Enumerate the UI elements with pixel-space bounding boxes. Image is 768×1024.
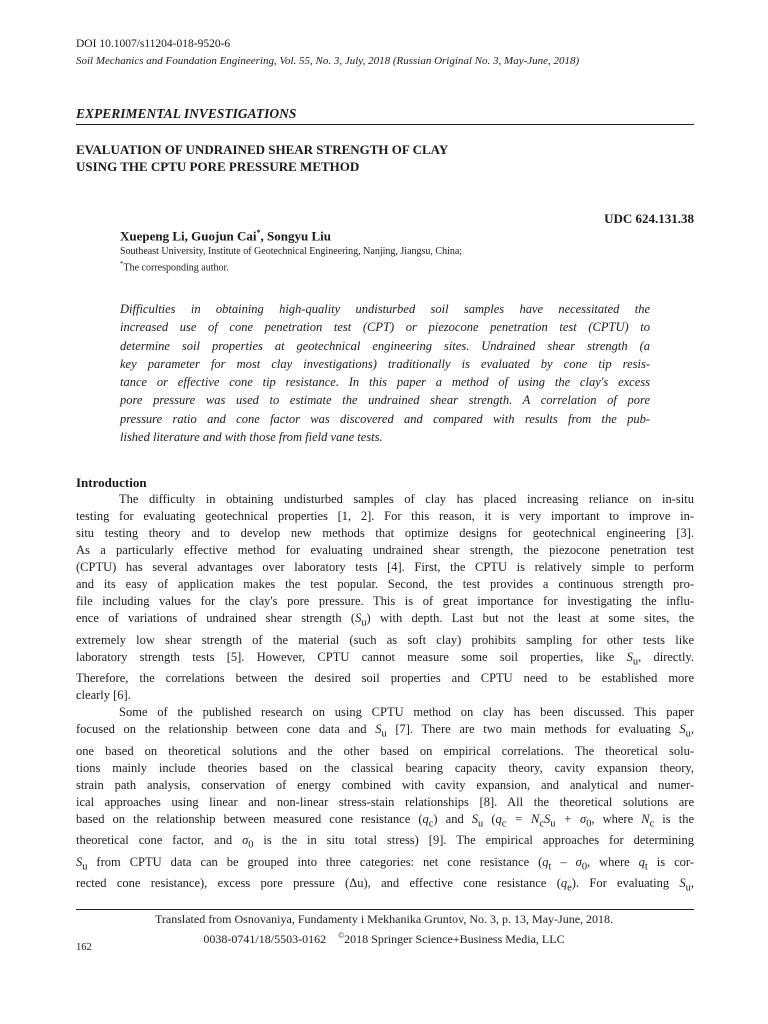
symbol-sigma0: σ: [242, 833, 249, 847]
text-run: ,: [690, 876, 694, 890]
symbol-sub: u: [685, 882, 691, 894]
symbol-su: S: [679, 722, 686, 736]
text-run: laboratory strength tests [5]. However, CPTU cannot measure some soil properties, like: [76, 649, 627, 664]
body-line: The difficulty in obtaining undisturbed samples of clay has placed increasing reliance on in-situ: [119, 492, 694, 506]
text-run: (: [483, 811, 496, 826]
symbol-sub: u: [550, 818, 556, 829]
copyright-text: 2018 Springer Science+Business Media, LLC: [344, 932, 565, 946]
symbol-qc: q: [422, 811, 429, 826]
symbol-sub: c: [501, 818, 507, 829]
body-line: [76, 721, 694, 743]
title-line: EVALUATION OF UNDRAINED SHEAR STRENGTH OF CLAY: [76, 142, 449, 157]
text-run: , directly.: [638, 649, 694, 664]
journal-citation: Soil Mechanics and Foundation Engineering, Vol. 55, No. 3, July, 2018 (Russian Original No. 3, May-June, 2018): [76, 55, 580, 67]
body-line: [76, 610, 694, 632]
abstract-line: tance or effective cone tip resistance. In this paper a method of using the clay's excess: [120, 375, 650, 390]
copyright-line: [0, 931, 768, 947]
affiliation-line: Southeast University, Institute of Geotechnical Engineering, Nanjing, Jiangsu, China;: [120, 246, 463, 257]
text-run: theoretical cone factor, and: [76, 833, 243, 847]
symbol-sub: u: [685, 728, 691, 740]
symbol-qt: q: [638, 854, 645, 869]
symbol-sub: u: [361, 617, 367, 629]
symbol-sub: u: [632, 656, 639, 667]
abstract-line: pore pressure was used to estimate the undrained shear strength. A correlation of pore: [120, 393, 650, 408]
symbol-su: S: [375, 722, 382, 736]
symbol-sub: t: [644, 861, 648, 872]
journal-code: 0038-0741/18/5503-0162: [203, 932, 327, 946]
body-line: [76, 875, 694, 897]
abstract-line: Difficulties in obtaining high-quality undisturbed soil samples have necessitated the: [120, 302, 650, 316]
authors: [120, 228, 331, 244]
body-line: file including values for the clay's pore pressure. This is of great importance for investigating the influ-: [76, 594, 694, 608]
symbol-sub: u: [381, 728, 387, 740]
text-run: is the: [654, 811, 694, 826]
symbol-sub: u: [478, 818, 484, 829]
body-line: situ testing theory and to develop new methods that optimize designs for geotechnical engineering [3].: [76, 526, 694, 540]
equation-n: = N: [506, 811, 540, 826]
abstract-line: lished literature and with those from field vane tests.: [120, 430, 383, 445]
symbol-su: S: [76, 854, 83, 869]
symbol-qe: q: [560, 876, 568, 890]
copyright-symbol: ©: [338, 931, 345, 940]
title-line: USING THE CPTU PORE PRESSURE METHOD: [76, 159, 360, 174]
text-run: [7]. There are two main methods for evaluating: [386, 722, 680, 736]
section-rule: [76, 124, 694, 125]
symbol-sub: t: [548, 861, 552, 872]
symbol-sub: e: [567, 882, 572, 894]
symbol-sub: c: [649, 818, 655, 829]
affiliation: [120, 245, 462, 274]
page-number: 162: [76, 942, 92, 953]
symbol-sub: 0: [586, 818, 592, 829]
body-line: [76, 832, 694, 854]
symbol-sub: c: [539, 818, 544, 829]
translation-note: Translated from Osnovaniya, Fundamenty i Mekhanika Gruntov, No. 3, p. 13, May-June, 2018.: [154, 912, 614, 926]
doi: DOI 10.1007/s11204-018-9520-6: [76, 38, 231, 50]
symbol-delta-u: Δu: [349, 876, 364, 890]
symbol-sub: 0: [581, 861, 588, 872]
body-line: testing for evaluating geotechnical properties [1, 2]. For this reason, it is very important to improve in-: [76, 509, 694, 523]
text-run: is the in situ total stress) [9]. The empirical approaches for determining: [253, 833, 694, 847]
text-run: , where: [591, 811, 642, 826]
text-run: ence of variations of undrained shear strength (: [76, 611, 356, 625]
corresponding-note: [120, 258, 462, 274]
body-line: Some of the published research on using CPTU method on clay has been discussed. This paper: [119, 705, 694, 719]
body-line: one based on theoretical solutions and the other based on empirical correlations. The theoretical solu-: [76, 743, 694, 758]
symbol-nc: N: [641, 811, 650, 826]
corresponding-note-mark: *: [120, 260, 124, 268]
equation-sigma: + σ: [555, 811, 587, 826]
text-run: from CPTU data can be grouped into three categories: net cone resistance (: [87, 854, 543, 869]
abstract-line: increased use of cone penetration test (CPT) or piezocone penetration test (CPTU) to: [120, 320, 650, 335]
text-run: , where: [587, 854, 639, 869]
text-run: ). For evaluating: [571, 876, 680, 890]
text-run: is cor-: [647, 854, 694, 869]
text-run: ) and: [433, 811, 472, 826]
text-run: ) with depth. Last but not the least at some sites, the: [366, 611, 694, 625]
symbol-su: S: [679, 876, 686, 890]
symbol-su: S: [626, 649, 633, 664]
body-line: [76, 649, 694, 671]
equation-s: S: [543, 811, 551, 826]
symbol-minus-sigma: – σ: [551, 854, 582, 869]
section-heading: EXPERIMENTAL INVESTIGATIONS: [76, 106, 297, 121]
body-line: As a particularly effective method for evaluating undrained shear strength, the piezocone penetration test: [76, 543, 694, 557]
symbol-sub: c: [428, 818, 434, 829]
body-line: ical approaches using linear and non-linear stress-stain relationships [8]. All the theoretical solutions are: [76, 794, 694, 809]
introduction-heading: Introduction: [76, 475, 147, 490]
corresponding-note-text: The corresponding author.: [123, 262, 229, 274]
symbol-qt: q: [542, 854, 549, 869]
footer-rule: [76, 909, 694, 910]
abstract: [120, 300, 650, 446]
udc-code: UDC 624.131.38: [604, 211, 694, 226]
equation-q: q: [495, 811, 502, 826]
text-run: ,: [690, 722, 694, 736]
paper-title: [76, 141, 448, 175]
text-run: rected cone resistance), excess pore pressure (: [76, 876, 350, 890]
abstract-line: key parameter for most clay investigations) traditionally is evaluated by cone tip resis-: [120, 356, 650, 371]
symbol-su: S: [355, 611, 362, 625]
body-line: (CPTU) has several advantages over laboratory tests [4]. First, the CPTU is relatively simple to perform: [76, 560, 694, 574]
body-line: extremely low shear strength of the material (such as soft clay) prohibits sampling for other tests like: [76, 632, 694, 647]
body-line: [76, 811, 694, 833]
body-line: [76, 854, 694, 876]
corresponding-mark: *: [256, 228, 261, 237]
author-names: Xuepeng Li, Guojun Cai: [120, 228, 257, 244]
body-line: and its easy of application makes the test popular. Second, the test provides a continuous strength pro-: [76, 577, 694, 591]
symbol-sub: 0: [248, 839, 254, 851]
introduction-body: [76, 491, 694, 897]
body-line: clearly [6].: [76, 688, 131, 702]
symbol-sub: u: [82, 861, 88, 872]
text-run: focused on the relationship between cone data and: [76, 722, 376, 736]
symbol-su: S: [471, 811, 479, 826]
body-line: Therefore, the correlations between the desired soil properties and CPTU need to be established more: [76, 671, 694, 685]
body-line: strain path analysis, conservation of energy combined with cavity expansion, and analytical and numer-: [76, 777, 694, 792]
abstract-line: pressure ratio and cone factor was discovered and compared with results from the pub-: [120, 411, 650, 426]
body-line: tions mainly include theories based on the classical bearing capacity theory, cavity expansion theory,: [76, 760, 694, 775]
abstract-line: determine soil properties at geotechnical engineering sites. Undrained shear strength (a: [120, 338, 650, 353]
text-run: based on the relationship between measured cone resistance (: [76, 811, 423, 826]
author-names-2: , Songyu Liu: [260, 228, 331, 244]
text-run: ), and effective cone resistance (: [363, 876, 561, 890]
